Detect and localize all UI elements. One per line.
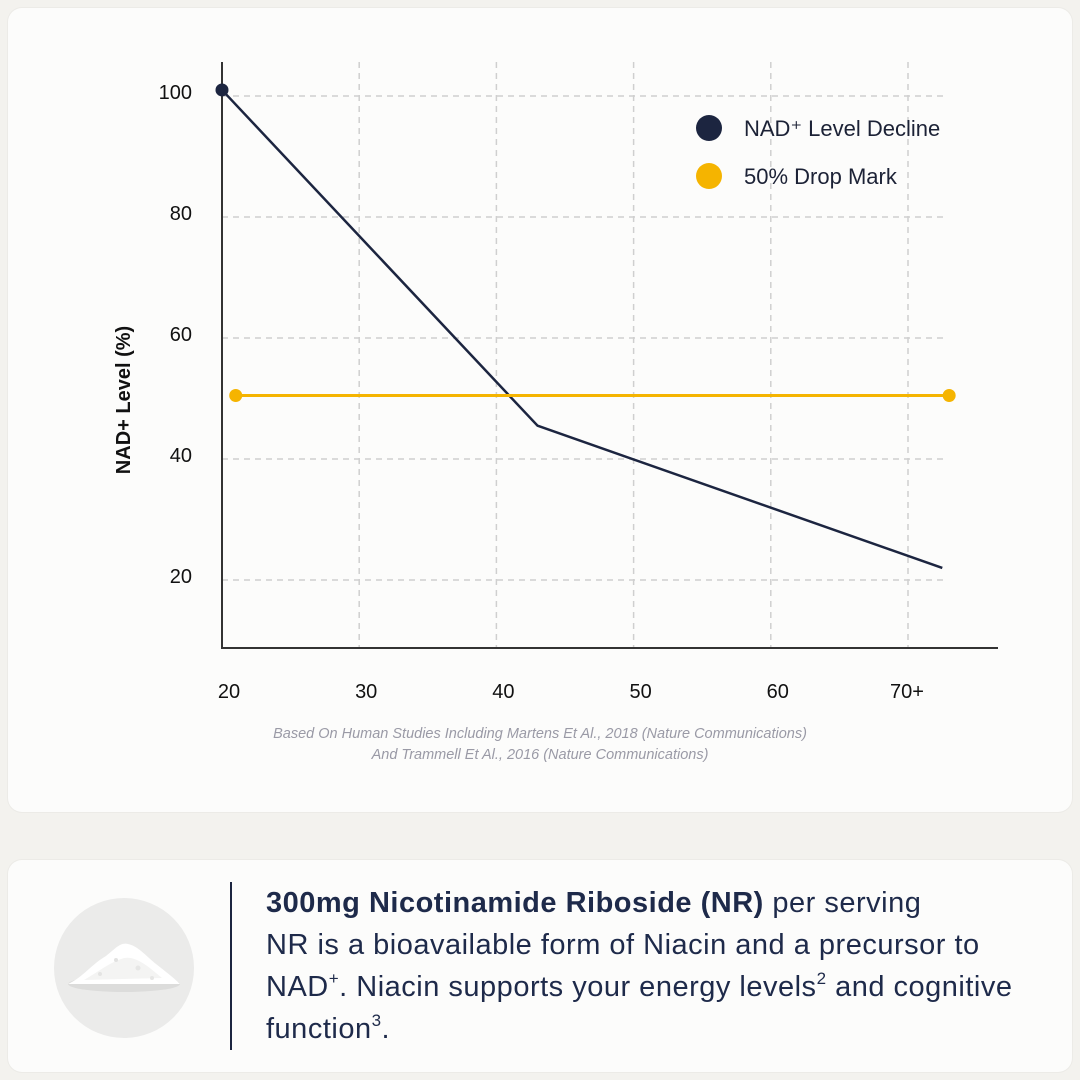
x-tick-label: 70+	[890, 681, 924, 703]
y-tick-label: 40	[169, 445, 192, 467]
y-tick-label: 80	[169, 203, 192, 225]
info-body-1: NR is a bioavailable form of Niacin and a precursor to NAD	[266, 929, 980, 1003]
legend-label: 50% Drop Mark	[744, 164, 897, 189]
info-headline-suffix: per serving	[763, 887, 922, 919]
info-body-2: . Niacin supports your energy levels	[339, 971, 817, 1003]
y-tick-label: 100	[158, 82, 192, 104]
x-tick-label: 20	[217, 681, 241, 703]
x-tick-label: 60	[766, 681, 789, 703]
y-tick-label: 60	[169, 324, 192, 346]
info-body-4: .	[381, 1013, 391, 1045]
info-text	[266, 882, 1056, 1050]
citation-line-2: And Trammell Et Al., 2016 (Nature Communications)	[371, 747, 709, 763]
drop-mark-point	[229, 389, 242, 402]
x-tick-label: 30	[355, 681, 378, 703]
info-body-3: and cognitive function	[266, 971, 1013, 1045]
legend-label: NAD⁺ Level Decline	[744, 116, 941, 141]
x-tick-label: 50	[629, 681, 652, 703]
x-tick-label: 40	[492, 681, 515, 703]
info-headline: 300mg Nicotinamide Riboside (NR)	[266, 887, 764, 919]
footnote-2: 2	[816, 969, 827, 988]
chart-card	[8, 8, 1072, 812]
y-axis-label: NAD+ Level (%)	[113, 325, 135, 475]
nad-decline-chart	[8, 8, 1072, 708]
legend-marker	[696, 115, 722, 141]
footnote-3: 3	[371, 1011, 382, 1030]
legend-marker	[696, 163, 722, 189]
info-card	[8, 860, 1072, 1072]
drop-mark-point	[943, 389, 956, 402]
chart-legend	[696, 115, 940, 189]
y-tick-label: 20	[169, 566, 192, 588]
powder-pile-icon	[54, 898, 194, 1038]
nad-plus-superscript: +	[328, 969, 340, 988]
powder-image	[54, 898, 194, 1038]
nad-decline-line	[222, 90, 942, 568]
citation-line-1: Based On Human Studies Including Martens Et Al., 2018 (Nature Communications)	[273, 726, 807, 742]
nad-decline-start-point	[216, 83, 229, 96]
citation	[8, 724, 1072, 766]
vertical-divider	[230, 882, 232, 1050]
